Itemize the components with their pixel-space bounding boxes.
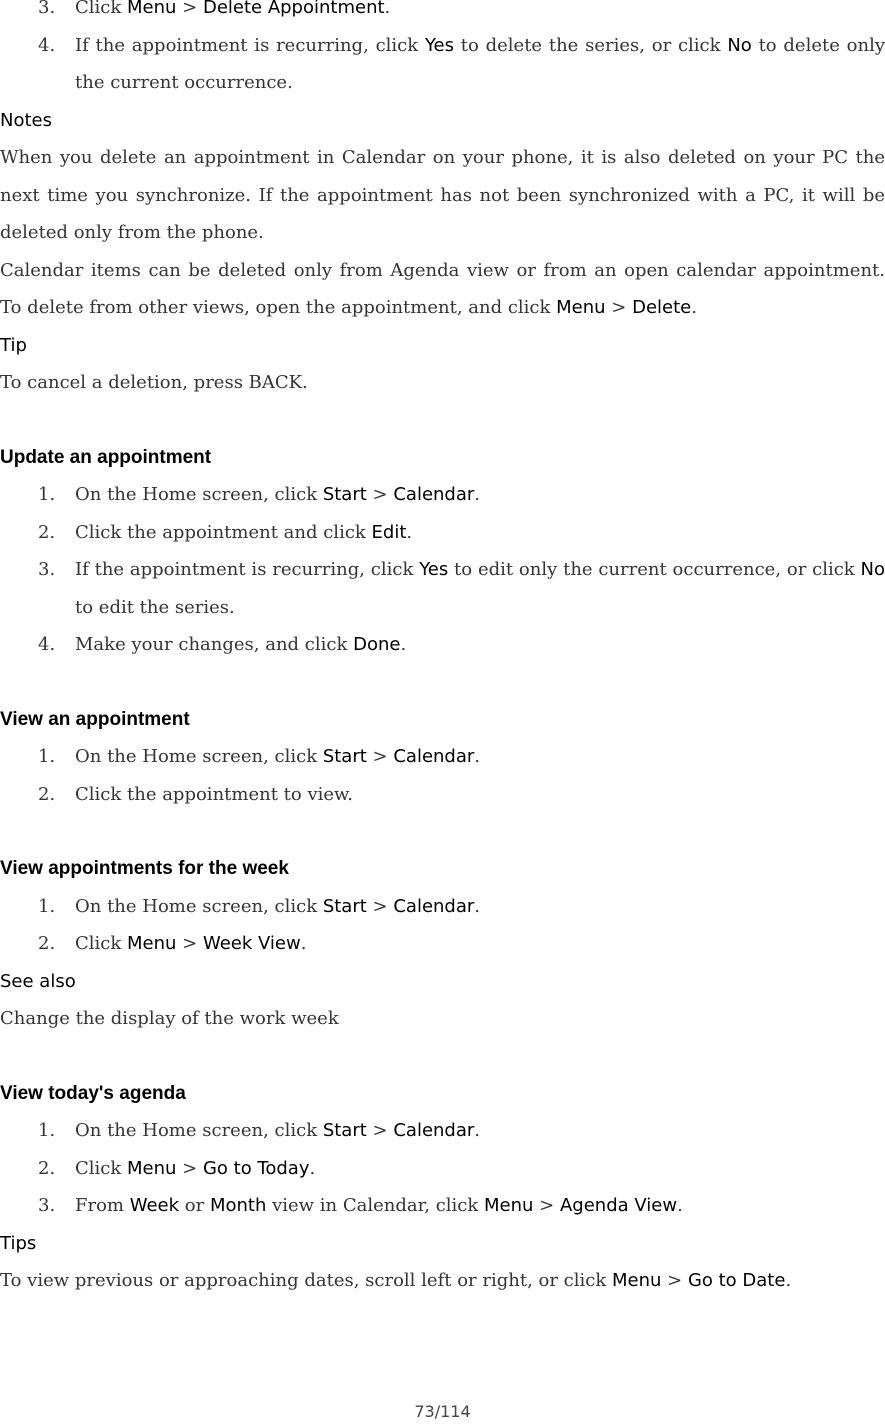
list-item (0, 514, 885, 552)
section-heading: View appointments for the week (0, 858, 289, 879)
text-run: > (366, 746, 394, 767)
list-item (0, 476, 885, 514)
text-run: Click the appointment to view. (75, 783, 354, 805)
step-text (75, 1187, 885, 1225)
text-run: to delete only the current occurrence. (75, 34, 885, 93)
text-run: . (309, 1157, 316, 1179)
list-item (0, 776, 885, 814)
text-run: Click the appointment and click (75, 521, 372, 543)
ui-term: Done (353, 634, 401, 655)
text-run: . (474, 1120, 481, 1141)
ui-term: No (860, 559, 885, 580)
step-text (75, 888, 885, 926)
notes-paragraph: When you delete an appointment in Calendar on your phone, it is also deleted on your PC the next time you synchronize. If the appointment has not been synchronized with a PC, it will be deleted only from the phone. (0, 147, 885, 243)
text-run: . (406, 521, 413, 543)
ui-term: Start (322, 746, 367, 767)
ui-term: Agenda View (559, 1195, 678, 1216)
text-run: On the Home screen, click (75, 746, 323, 767)
ui-term: Edit (371, 521, 407, 543)
section-heading: Update an appointment (0, 446, 212, 468)
list-item (0, 551, 885, 626)
text-run: to edit only the current occurrence, or click (448, 559, 861, 580)
list-item (0, 1112, 885, 1150)
ui-term: Yes (424, 34, 454, 56)
text-run: From (75, 1195, 130, 1216)
notes-label: Notes (0, 109, 52, 131)
text-run: If the appointment is recurring, click (75, 559, 420, 580)
ui-term: Calendar (393, 1120, 475, 1141)
text-run: > (176, 1157, 203, 1179)
tip-label: Tip (0, 334, 27, 356)
step-text (75, 1112, 885, 1150)
ui-term: Calendar (393, 484, 475, 505)
notes-paragraph (0, 252, 885, 327)
ui-term: Start (322, 1120, 367, 1141)
text-run: . (384, 0, 391, 18)
step-number: 4. (38, 34, 56, 56)
text-run: > (176, 933, 203, 954)
step-text (75, 514, 885, 552)
ui-term: Menu (556, 297, 606, 318)
ui-term: No (727, 34, 752, 56)
tip-text: To cancel a deletion, press BACK. (0, 372, 308, 393)
step-number: 2. (38, 1157, 56, 1179)
text-run: On the Home screen, click (75, 895, 323, 917)
text-run: to edit the series. (75, 596, 235, 618)
text-run: > (176, 0, 203, 18)
step-number: 1. (38, 1120, 56, 1141)
ui-term: Go to Date (687, 1270, 786, 1291)
step-text (75, 738, 885, 776)
text-run: Click (75, 0, 127, 18)
ui-term: Menu (127, 0, 177, 18)
text-run: To view previous or approaching dates, scroll left or right, or click (0, 1270, 612, 1291)
ui-term: Menu (127, 1157, 177, 1179)
step-text (75, 27, 885, 102)
page-number: 73/114 (414, 1402, 471, 1421)
step-number: 3. (38, 559, 56, 580)
text-run: Calendar items can be deleted only from Agenda view or from an open calendar appointment. To delete from other views, open the appointment, and click (0, 259, 885, 318)
tips-text (0, 1262, 885, 1300)
text-run: > (366, 895, 394, 917)
tips-label: Tips (0, 1232, 37, 1254)
list-item (0, 1150, 885, 1188)
list-item (0, 738, 885, 776)
step-text (75, 776, 885, 814)
text-run: On the Home screen, click (75, 1120, 323, 1141)
text-run: . (300, 933, 307, 954)
text-run: . (474, 484, 481, 505)
ui-term: Month (209, 1195, 267, 1216)
step-text (75, 476, 885, 514)
ui-term: Delete Appointment (202, 0, 385, 18)
list-item (0, 0, 885, 27)
ui-term: Menu (127, 933, 177, 954)
see-also-link[interactable]: Change the display of the work week (0, 1008, 339, 1029)
text-run: > (366, 1120, 394, 1141)
list-item (0, 1187, 885, 1225)
ui-term: Calendar (393, 746, 475, 767)
step-number: 1. (38, 484, 56, 505)
see-also-label: See also (0, 970, 76, 992)
text-run: . (785, 1270, 792, 1291)
text-run: Make your changes, and click (75, 634, 354, 655)
text-run: . (400, 634, 407, 655)
step-number: 2. (38, 521, 56, 543)
list-item (0, 626, 885, 664)
text-run: to delete the series, or click (454, 34, 728, 56)
step-text (75, 626, 885, 664)
step-text (75, 925, 885, 963)
list-item (0, 888, 885, 926)
step-number: 1. (38, 895, 56, 917)
ui-term: Go to Today (202, 1157, 310, 1179)
text-run: . (474, 746, 481, 767)
text-run: > (661, 1270, 688, 1291)
ui-term: Yes (419, 559, 449, 580)
step-number: 2. (38, 783, 56, 805)
ui-term: Calendar (393, 895, 475, 917)
ui-term: Week (129, 1195, 180, 1216)
text-run: . (691, 297, 697, 318)
ui-term: Delete (632, 297, 692, 318)
section-heading: View today's agenda (0, 1082, 186, 1104)
text-run: On the Home screen, click (75, 484, 323, 505)
text-run: . (474, 895, 481, 917)
list-item (0, 27, 885, 102)
text-run: If the appointment is recurring, click (75, 34, 425, 56)
text-run: > (605, 297, 633, 318)
text-run: or (179, 1195, 210, 1216)
step-text (75, 1150, 885, 1188)
text-run: > (366, 484, 394, 505)
text-run: . (677, 1195, 683, 1216)
step-text (75, 551, 885, 626)
section-heading: View an appointment (0, 708, 190, 730)
step-number: 1. (38, 746, 56, 767)
step-number: 4. (38, 634, 56, 655)
ui-term: Week View (202, 933, 301, 954)
ui-term: Menu (484, 1195, 534, 1216)
ui-term: Start (322, 484, 367, 505)
text-run: Click (75, 1157, 127, 1179)
list-item (0, 925, 885, 963)
text-run: view in Calendar, click (266, 1195, 485, 1216)
step-number: 3. (38, 1195, 56, 1216)
ui-term: Menu (611, 1270, 662, 1291)
step-number: 2. (38, 933, 56, 954)
step-text (75, 0, 885, 27)
ui-term: Start (322, 895, 367, 917)
text-run: > (533, 1195, 560, 1216)
text-run: Click (75, 933, 127, 954)
step-number: 3. (38, 0, 56, 18)
